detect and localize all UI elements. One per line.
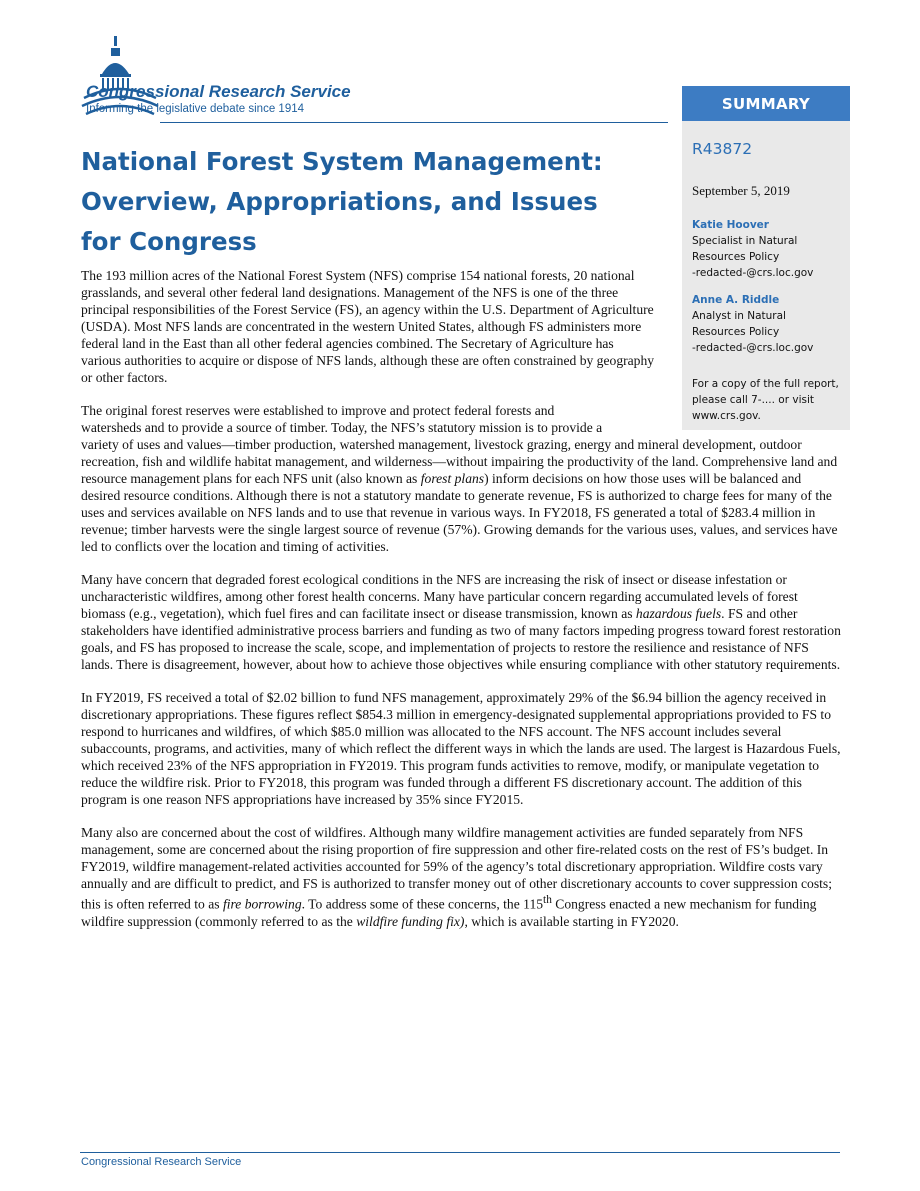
- header-divider: [160, 122, 668, 123]
- report-number: R43872: [692, 140, 753, 158]
- footer-text: Congressional Research Service: [81, 1156, 242, 1168]
- footer-divider: [80, 1152, 840, 1153]
- author-email: -redacted-@crs.loc.gov: [692, 342, 814, 354]
- author-title: Resources Policy: [692, 326, 780, 338]
- report-title: [81, 142, 641, 262]
- paragraph: [81, 824, 841, 930]
- text-run: , which is available starting in FY2020.: [464, 913, 679, 929]
- paragraph: [81, 571, 841, 673]
- emphasis: forest plans: [420, 471, 485, 486]
- emphasis: hazardous fuels: [635, 606, 722, 621]
- author-name: Katie Hoover: [692, 219, 769, 231]
- title-line: National Forest System Management:: [81, 147, 603, 176]
- text-run: Many also are concerned about the cost of wildfires. Although many wildfire management activities are funded separately from NFS management, some are concerned about the rising proportion of fire suppression and other fire-related costs on the rest of FS’s budget. In FY2019, wildfire management-related activities accounted for 59% of the agency’s total discretionary appropriation. Wildfire costs vary annually and are difficult to predict, and FS is authorized to transfer money out of other discretionary accounts to cover suppression costs; this is often referred to as: [81, 825, 832, 912]
- title-line: Overview, Appropriations, and Issues: [81, 187, 598, 216]
- emphasis: wildfire funding fix): [356, 913, 465, 929]
- paragraph: The 193 million acres of the National Forest System (NFS) comprise 154 national forests, 20 national grasslands, and several other federal land designations. Management of the NFS is one of the three principal responsibilities of the Forest Service (FS), an agency within the U.S. Department of Agriculture (USDA). Most NFS lands are concentrated in the western United States, although FS administers more federal land in the East than all other federal agencies combined. The Secretary of Agriculture has various authorities to acquire or dispose of NFS lands, although these are often constrained by geography or other factors.: [81, 268, 655, 385]
- author-email: -redacted-@crs.loc.gov: [692, 267, 814, 279]
- text-run: Many have concern that degraded forest ecological conditions in the NFS are increasing the risk of insect or disease infestation or uncharacteristic wildfires, among other forest health concerns. Many have particular concern regarding accumulated levels of forest biomass (e.g., vegetation), which fuel fires and can facilitate insect or disease transmission, known as: [81, 572, 798, 621]
- text-line: watersheds and to provide a source of timber. Today, the NFS’s statutory mission is to provide a: [81, 420, 603, 435]
- report-date: September 5, 2019: [692, 183, 790, 198]
- text-line: The original forest reserves were established to improve and protect federal forests and: [81, 403, 555, 418]
- emphasis: fire borrowing: [222, 896, 302, 912]
- author-title: Specialist in Natural: [692, 235, 798, 247]
- title-line: for Congress: [81, 227, 257, 256]
- text-run: . FS and other stakeholders have identified administrative process barriers and funding as two of many factors impeding progress toward forest restoration goals, and FS has proposed to increase the scale, scope, and implementation of projects to restore the resilience and resistance of NFS lands. There is disagreement, however, about how to achieve those objectives while ensuring compliance with other statutory requirements.: [81, 606, 841, 672]
- author-title: Resources Policy: [692, 251, 780, 263]
- sidebar-heading: SUMMARY: [682, 86, 850, 121]
- superscript: th: [543, 894, 552, 906]
- paragraph: [81, 402, 841, 555]
- paragraph: In FY2019, FS received a total of $2.02 billion to fund NFS management, approximately 29% of the $6.94 billion the agency received in discretionary appropriations. These figures reflect $854.3 million in emergency-designated supplemental appropriations provided to FS to respond to hurricanes and wildfires, of which $85.0 million was allocated to the NFS account. The NFS account includes several subaccounts, programs, and activities, many of which reflect the different ways in which the lands are used. The largest is Hazardous Fuels, which received 23% of the NFS appropriation in FY2019. This program funds activities to remove, modify, or manipulate vegetation to reduce the wildfire risk. Prior to FY2018, this program was funded through a different FS discretionary account. The addition of this program is one reason NFS appropriations have increased by 35% since FY2015.: [81, 690, 841, 807]
- summary-body: [81, 267, 841, 946]
- text-run: . To address some of these concerns, the 115: [301, 896, 544, 912]
- copy-note: For a copy of the full report, please call 7-.... or visit www.crs.gov.: [692, 378, 839, 422]
- text-run: variety of uses and values—timber production, watershed management, livestock grazing, energy and mineral development, outdoor recreation, fish and wildlife habitat management, and wilderness—without impairing the productivity of the land. Comprehensive land and resource management plans for each NFS unit (also known as: [81, 437, 838, 486]
- text-run: ) inform decisions on how those uses will be balanced and desired resource conditions. Although there is not a statutory mandate to generate revenue, FS is authorized to charge fees for many of the uses and services available on NFS lands and to use that revenue in various ways. In FY2018, FS generated a total of $283.4 million in revenue; timber harvests were the single largest source of revenue (57%). Growing demands for the various uses, values, and services have led to conflicts over the location and timing of activities.: [81, 471, 838, 554]
- text-run: Congress enacted a new mechanism for funding wildfire suppression (commonly referred to as the: [81, 896, 817, 929]
- author-title: Analyst in Natural: [692, 310, 786, 322]
- org-name: Congressional Research Service: [86, 82, 351, 101]
- author-name: Anne A. Riddle: [692, 294, 780, 306]
- org-tagline: Informing the legislative debate since 1914: [86, 103, 305, 115]
